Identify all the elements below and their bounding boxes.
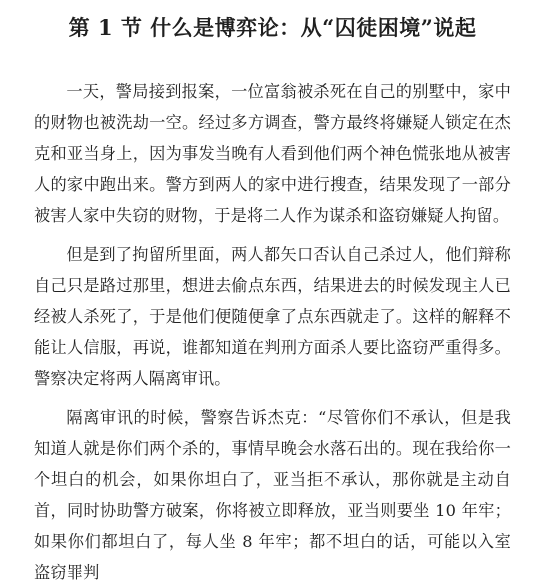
section-title: 第 1 节 什么是博弈论：从“囚徒困境”说起	[68, 15, 477, 40]
paragraph-3: 隔离审讯的时候，警察告诉杰克：“尽管你们不承认，但是我知道人就是你们两个杀的，事情早晚会水落石出的。现在我给你一个坦白的机会，如果你坦白了，亚当拒不承认，那你就是主动自首，同时协助警方破案，你将被立即释放，亚当则要坐 10 年牢；如果你们都坦白了，每人坐 8 年牢；都不坦白的话，可能以入室盗窃罪判	[34, 408, 511, 582]
paragraph-1: 一天，警局接到报案，一位富翁被杀死在自己的别墅中，家中的财物也被洗劫一空。经过多方调查，警方最终将嫌疑人锁定在杰克和亚当身上，因为事发当晚有人看到他们两个神色慌张地从被害人的家中跑出来。警方到两人的家中进行搜查，结果发现了一部分被害人家中失窃的财物，于是将二人作为谋杀和盗窃嫌疑人拘留。	[34, 82, 511, 225]
paragraph-2: 但是到了拘留所里面，两人都矢口否认自己杀过人，他们辩称自己只是路过那里，想进去偷点东西，结果进去的时候发现主人已经被人杀死了，于是他们便随便拿了点东西就走了。这样的解释不能让人信服，再说，谁都知道在判刑方面杀人要比盗窃严重得多。警察决定将两人隔离审讯。	[34, 245, 511, 388]
